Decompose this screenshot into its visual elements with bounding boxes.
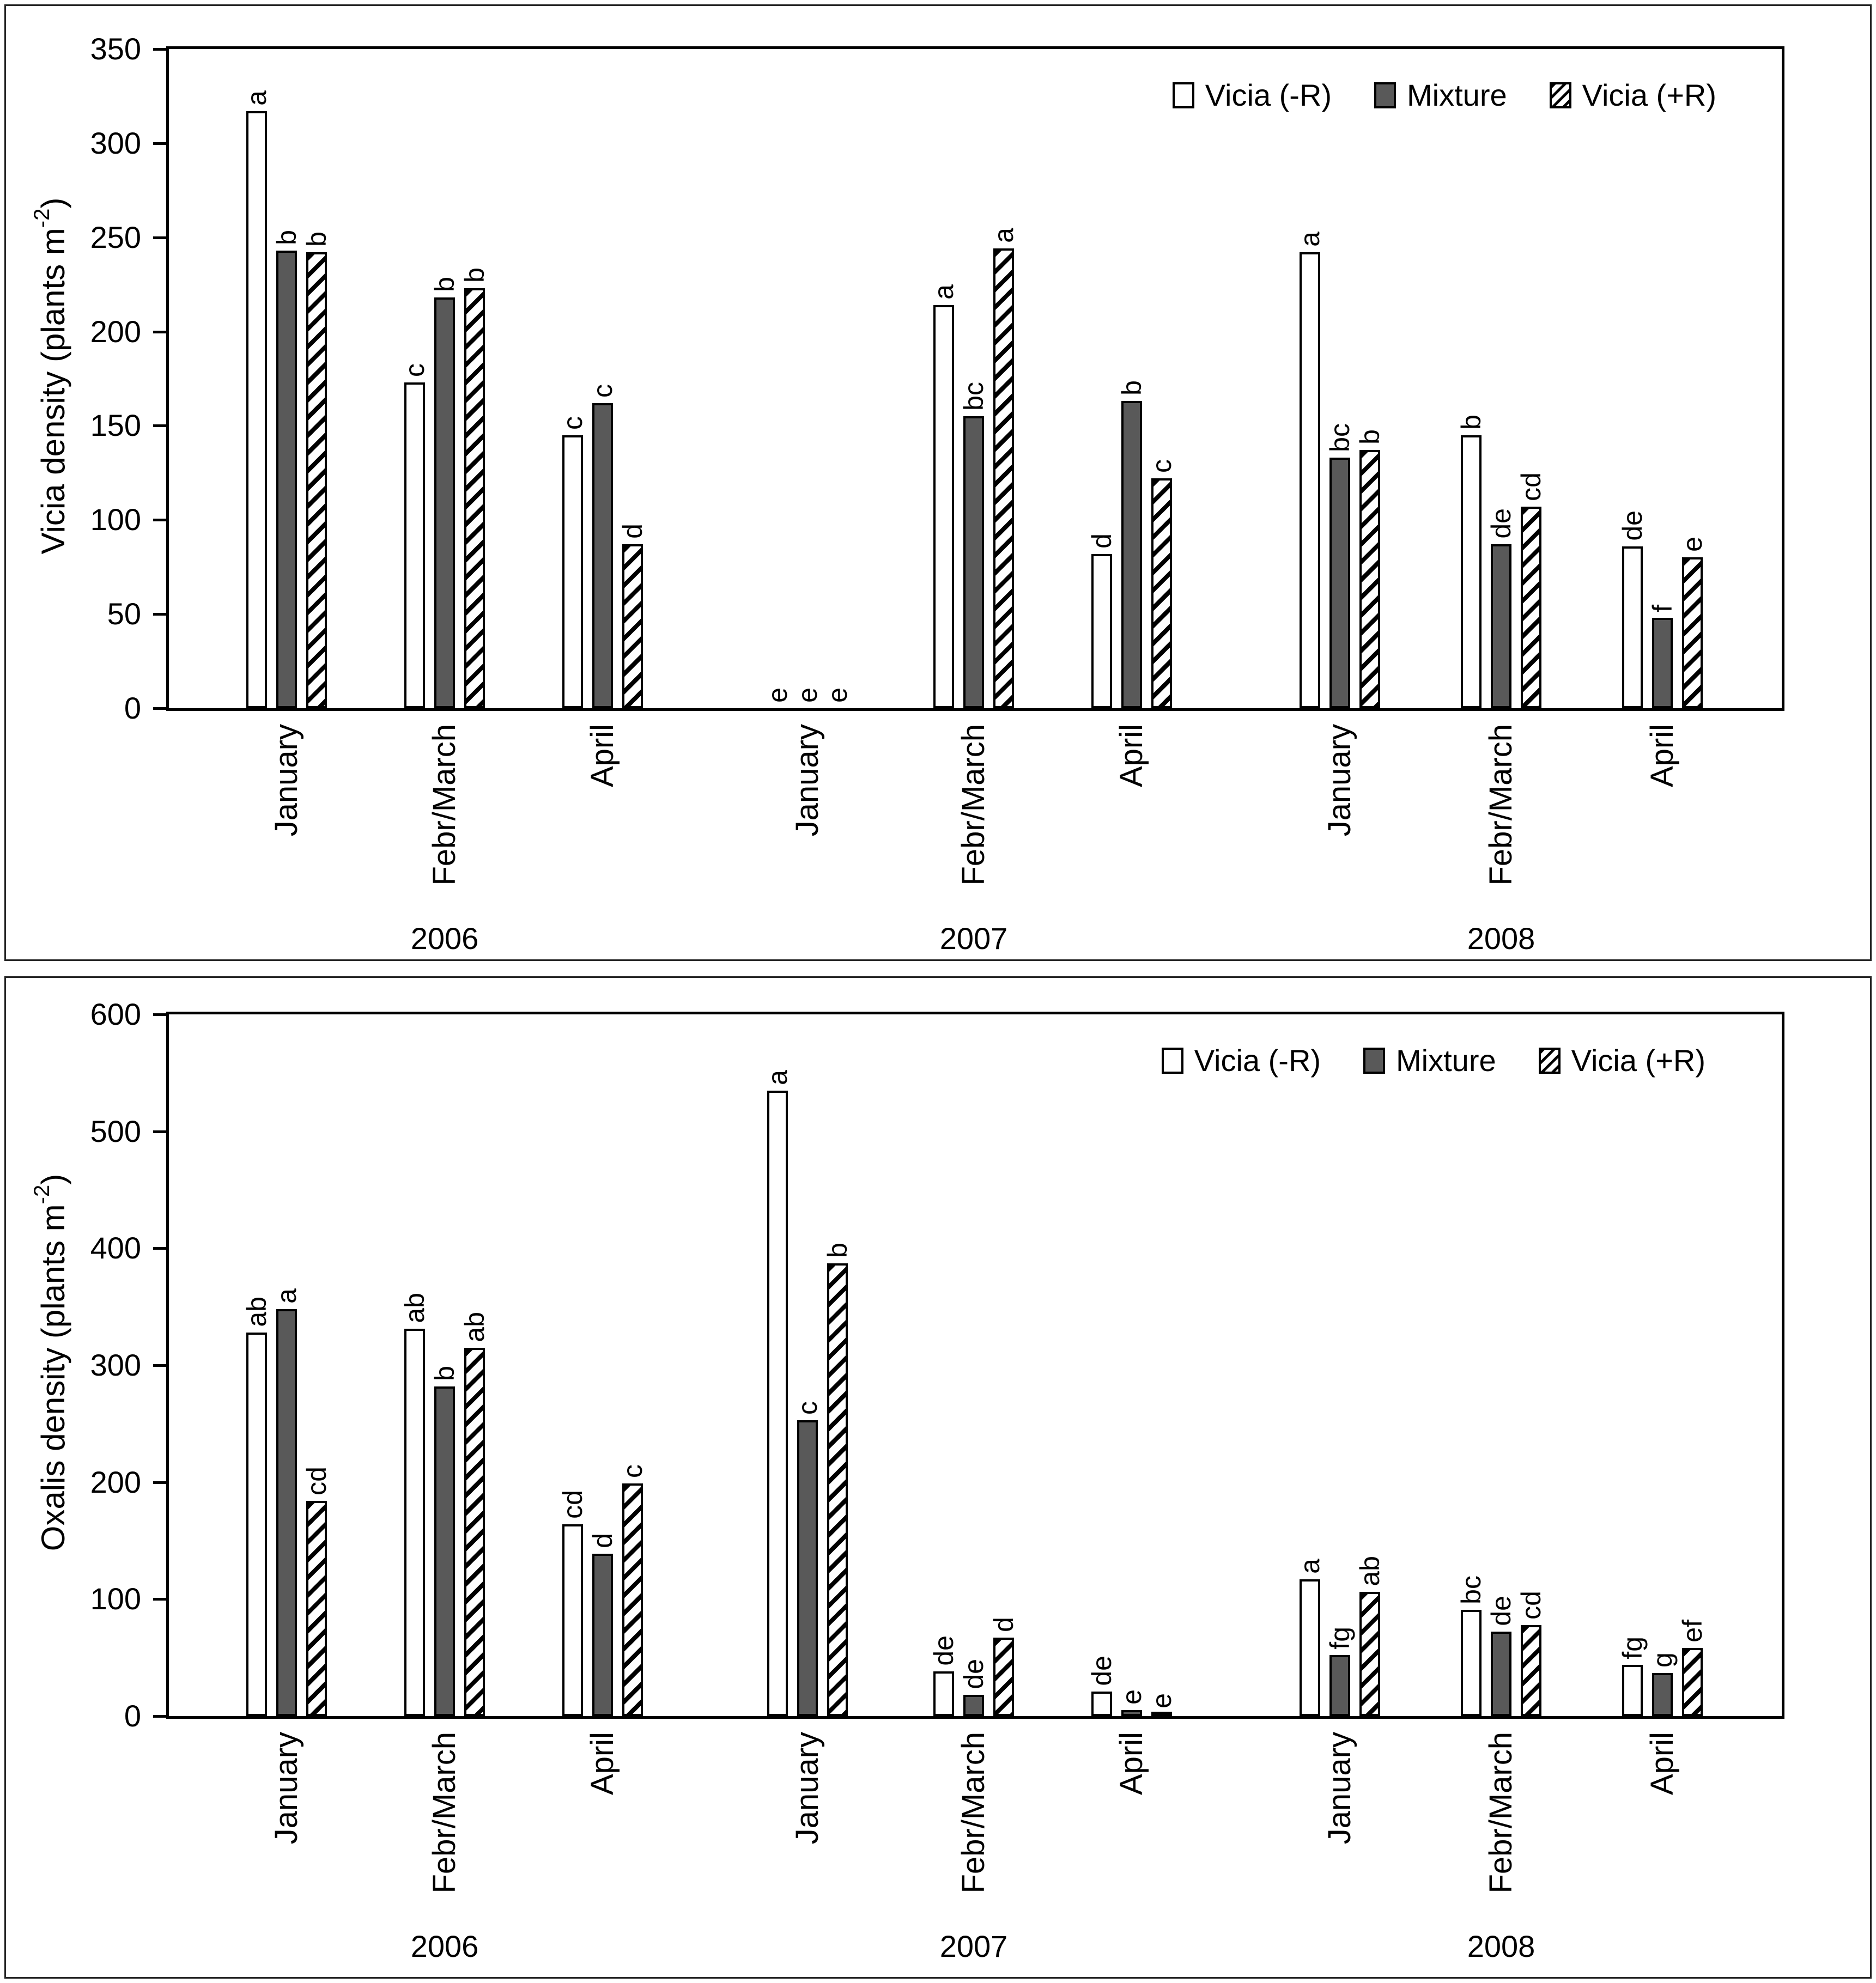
significance-letter: b xyxy=(301,232,332,247)
significance-letter: a xyxy=(762,1070,793,1085)
significance-letter: e xyxy=(792,688,823,703)
y-axis-tick xyxy=(153,48,166,51)
significance-letter: b xyxy=(271,230,302,245)
legend-label: Vicia (+R) xyxy=(1571,1043,1705,1078)
bar-vicia-minus-r xyxy=(1622,1665,1643,1716)
y-axis-title-text: Oxalis density (plants m xyxy=(35,1204,71,1552)
y-axis-tick xyxy=(153,519,166,521)
significance-letter: c xyxy=(587,384,618,398)
bar-mixture xyxy=(1491,544,1511,708)
month-axis-label: Febr/March xyxy=(427,724,462,886)
legend-item-vicia-plus-r xyxy=(1539,1043,1705,1078)
significance-letter: ab xyxy=(399,1293,430,1323)
chart-legend xyxy=(1173,77,1716,113)
significance-letter: cd xyxy=(557,1490,588,1519)
year-axis-label: 2008 xyxy=(1467,921,1535,956)
month-axis-label: January xyxy=(1322,724,1357,837)
significance-letter: a xyxy=(988,228,1019,243)
bar-mixture xyxy=(276,1309,297,1716)
bar-vicia-plus-r xyxy=(1521,507,1541,708)
legend-label: Mixture xyxy=(1396,1043,1496,1078)
y-axis-tick xyxy=(153,613,166,616)
bar-vicia-minus-r xyxy=(1091,1692,1112,1716)
significance-letter: e xyxy=(1677,537,1708,552)
month-axis-label: April xyxy=(1644,1732,1680,1796)
significance-letter: c xyxy=(557,416,588,430)
y-axis-tick-label: 0 xyxy=(124,1699,141,1733)
bar-vicia-minus-r xyxy=(562,435,583,708)
bar-mixture xyxy=(797,1420,818,1716)
bar-mixture xyxy=(1329,458,1350,708)
bar-vicia-plus-r xyxy=(464,1348,485,1716)
significance-letter: fg xyxy=(1325,1627,1355,1650)
bar-vicia-plus-r xyxy=(464,288,485,708)
month-axis-label: Febr/March xyxy=(1483,724,1519,886)
bar-vicia-plus-r xyxy=(1151,478,1172,708)
bar-mixture xyxy=(434,1386,455,1716)
legend-label: Vicia (-R) xyxy=(1194,1043,1321,1078)
bar-vicia-minus-r xyxy=(246,111,267,708)
significance-letter: b xyxy=(822,1243,853,1258)
year-axis-label: 2008 xyxy=(1467,1929,1535,1963)
bar-vicia-plus-r xyxy=(622,1483,643,1716)
significance-letter: e xyxy=(1146,1693,1177,1708)
bar-vicia-plus-r xyxy=(1682,557,1703,708)
significance-letter: g xyxy=(1647,1652,1678,1668)
vicia-density-chart-panel xyxy=(4,4,1872,961)
legend-label: Vicia (-R) xyxy=(1205,78,1332,112)
bar-mixture xyxy=(1652,618,1673,708)
bar-mixture xyxy=(1491,1632,1511,1716)
significance-letter: c xyxy=(1146,459,1177,473)
significance-letter: de xyxy=(958,1659,989,1689)
legend-item-vicia-minus-r xyxy=(1173,77,1332,113)
y-axis-tick-label: 250 xyxy=(90,220,141,254)
y-axis-tick-label: 100 xyxy=(90,502,141,537)
bar-mixture xyxy=(1121,1710,1142,1716)
significance-letter: de xyxy=(1486,1596,1516,1626)
y-axis-tick-label: 200 xyxy=(90,1465,141,1499)
bar-mixture xyxy=(963,1695,984,1716)
y-axis-title-superscript: -2 xyxy=(30,1184,54,1205)
plot-area xyxy=(166,1012,1784,1719)
bar-vicia-plus-r xyxy=(306,1501,327,1716)
bar-vicia-plus-r xyxy=(1359,450,1380,708)
legend-swatch-mixture-icon xyxy=(1363,1048,1385,1074)
significance-letter: d xyxy=(617,524,648,539)
y-axis-tick xyxy=(153,1481,166,1484)
significance-letter: a xyxy=(271,1288,302,1304)
significance-letter: b xyxy=(1116,380,1147,396)
y-axis-title xyxy=(31,1174,70,1551)
significance-letter: ab xyxy=(1355,1556,1385,1586)
bar-vicia-plus-r xyxy=(993,1638,1014,1716)
bar-vicia-minus-r xyxy=(1622,546,1643,708)
bar-mixture xyxy=(592,1554,613,1716)
significance-letter: bc xyxy=(1325,423,1355,452)
legend-item-mixture xyxy=(1374,77,1507,113)
y-axis-tick xyxy=(153,142,166,145)
y-axis-tick-label: 350 xyxy=(90,32,141,66)
year-axis-label: 2006 xyxy=(410,921,479,956)
y-axis-tick-label: 200 xyxy=(90,314,141,349)
year-axis-label: 2007 xyxy=(939,921,1008,956)
y-axis-tick xyxy=(153,331,166,333)
bar-vicia-minus-r xyxy=(404,1329,425,1716)
bar-vicia-plus-r xyxy=(622,544,643,708)
bar-vicia-plus-r xyxy=(1521,1625,1541,1716)
significance-letter: d xyxy=(587,1533,618,1548)
significance-letter: fg xyxy=(1617,1637,1648,1659)
bar-mixture xyxy=(276,251,297,708)
significance-letter: e xyxy=(1116,1689,1147,1705)
y-axis-title-suffix: ) xyxy=(35,197,71,209)
bar-mixture xyxy=(1652,1673,1673,1716)
legend-swatch-vicia-plus-r-icon xyxy=(1550,82,1571,108)
y-axis-tick xyxy=(153,424,166,427)
bar-vicia-plus-r xyxy=(1359,1592,1380,1716)
y-axis-title-suffix: ) xyxy=(35,1173,71,1185)
bar-vicia-minus-r xyxy=(404,382,425,708)
month-axis-label: April xyxy=(1114,724,1149,788)
significance-letter: de xyxy=(1617,510,1648,541)
legend-swatch-vicia-plus-r-icon xyxy=(1539,1048,1561,1074)
significance-letter: c xyxy=(792,1401,823,1415)
legend-swatch-mixture-icon xyxy=(1374,82,1396,108)
bar-mixture xyxy=(434,297,455,708)
significance-letter: b xyxy=(1456,415,1486,430)
month-axis-label: January xyxy=(269,724,304,837)
significance-letter: cd xyxy=(1516,1591,1546,1620)
significance-letter: b xyxy=(429,1366,460,1381)
month-axis-label: April xyxy=(585,724,620,788)
y-axis-tick xyxy=(153,236,166,239)
bar-vicia-minus-r xyxy=(562,1524,583,1716)
y-axis-tick xyxy=(153,1598,166,1601)
bar-mixture xyxy=(1121,401,1142,708)
bar-mixture xyxy=(1329,1655,1350,1716)
y-axis-title-text: Vicia density (plants m xyxy=(35,228,71,555)
y-axis-tick xyxy=(153,1715,166,1718)
y-axis-title-superscript: -2 xyxy=(30,208,54,228)
bar-mixture xyxy=(963,416,984,708)
significance-letter: b xyxy=(459,267,490,283)
month-axis-label: Febr/March xyxy=(427,1732,462,1894)
legend-label: Mixture xyxy=(1407,78,1507,112)
y-axis-title xyxy=(31,198,70,555)
significance-letter: b xyxy=(429,277,460,292)
significance-letter: de xyxy=(1486,508,1516,539)
significance-letter: c xyxy=(399,363,430,377)
month-axis-label: January xyxy=(269,1732,304,1845)
bar-vicia-minus-r xyxy=(1461,435,1482,708)
bar-vicia-minus-r xyxy=(767,1091,788,1716)
oxalis-density-chart-panel xyxy=(4,976,1872,1979)
y-axis-tick xyxy=(153,1013,166,1016)
y-axis-tick-label: 400 xyxy=(90,1231,141,1265)
significance-letter: a xyxy=(1295,1559,1325,1574)
y-axis-tick xyxy=(153,1247,166,1250)
significance-letter: bc xyxy=(958,382,989,411)
y-axis-tick-label: 50 xyxy=(107,597,141,631)
month-axis-label: April xyxy=(1644,724,1680,788)
bar-vicia-plus-r xyxy=(1151,1712,1172,1716)
y-axis-tick xyxy=(153,1364,166,1367)
significance-letter: ab xyxy=(241,1297,272,1327)
significance-letter: d xyxy=(988,1617,1019,1632)
bar-vicia-minus-r xyxy=(933,305,954,708)
significance-letter: de xyxy=(928,1635,959,1666)
y-axis-tick-label: 100 xyxy=(90,1581,141,1616)
significance-letter: e xyxy=(762,688,793,703)
month-axis-label: Febr/March xyxy=(1483,1732,1519,1894)
legend-swatch-vicia-minus-r-icon xyxy=(1173,82,1194,108)
month-axis-label: April xyxy=(585,1732,620,1796)
y-axis-tick-label: 300 xyxy=(90,126,141,160)
significance-letter: ef xyxy=(1677,1620,1708,1643)
y-axis-tick xyxy=(153,1130,166,1133)
significance-letter: d xyxy=(1086,533,1117,549)
y-axis-tick-label: 0 xyxy=(124,691,141,725)
legend-label: Vicia (+R) xyxy=(1582,78,1716,112)
significance-letter: bc xyxy=(1456,1576,1486,1604)
bar-vicia-minus-r xyxy=(1461,1610,1482,1716)
bar-vicia-minus-r xyxy=(246,1333,267,1716)
month-axis-label: April xyxy=(1114,1732,1149,1796)
month-axis-label: Febr/March xyxy=(956,724,991,886)
legend-item-vicia-minus-r xyxy=(1162,1043,1321,1078)
legend-swatch-vicia-minus-r-icon xyxy=(1162,1048,1183,1074)
year-axis-label: 2006 xyxy=(410,1929,479,1963)
significance-letter: a xyxy=(1295,232,1325,247)
significance-letter: a xyxy=(928,284,959,300)
month-axis-label: Febr/March xyxy=(956,1732,991,1894)
significance-letter: c xyxy=(617,1464,648,1478)
bar-mixture xyxy=(592,403,613,708)
month-axis-label: January xyxy=(790,724,825,837)
y-axis-tick-label: 600 xyxy=(90,997,141,1031)
y-axis-tick-label: 300 xyxy=(90,1348,141,1382)
plot-area xyxy=(166,46,1784,711)
legend-item-vicia-plus-r xyxy=(1550,77,1716,113)
y-axis-tick-label: 150 xyxy=(90,408,141,442)
bar-vicia-minus-r xyxy=(1300,252,1320,708)
significance-letter: de xyxy=(1086,1656,1117,1686)
significance-letter: cd xyxy=(1516,472,1546,501)
year-axis-label: 2007 xyxy=(939,1929,1008,1963)
bar-vicia-plus-r xyxy=(993,248,1014,708)
y-axis-tick-label: 500 xyxy=(90,1114,141,1148)
bar-vicia-minus-r xyxy=(1091,554,1112,708)
month-axis-label: January xyxy=(790,1732,825,1845)
chart-legend xyxy=(1162,1043,1705,1078)
bar-vicia-minus-r xyxy=(933,1671,954,1716)
legend-item-mixture xyxy=(1363,1043,1496,1078)
significance-letter: b xyxy=(1355,429,1385,445)
significance-letter: f xyxy=(1647,605,1678,612)
bar-vicia-plus-r xyxy=(827,1263,848,1716)
significance-letter: a xyxy=(241,90,272,106)
bar-vicia-plus-r xyxy=(306,252,327,708)
significance-letter: e xyxy=(822,688,853,703)
bar-vicia-plus-r xyxy=(1682,1648,1703,1716)
y-axis-tick xyxy=(153,707,166,710)
bar-vicia-minus-r xyxy=(1300,1579,1320,1716)
significance-letter: cd xyxy=(301,1467,332,1495)
significance-letter: ab xyxy=(459,1312,490,1342)
month-axis-label: January xyxy=(1322,1732,1357,1845)
